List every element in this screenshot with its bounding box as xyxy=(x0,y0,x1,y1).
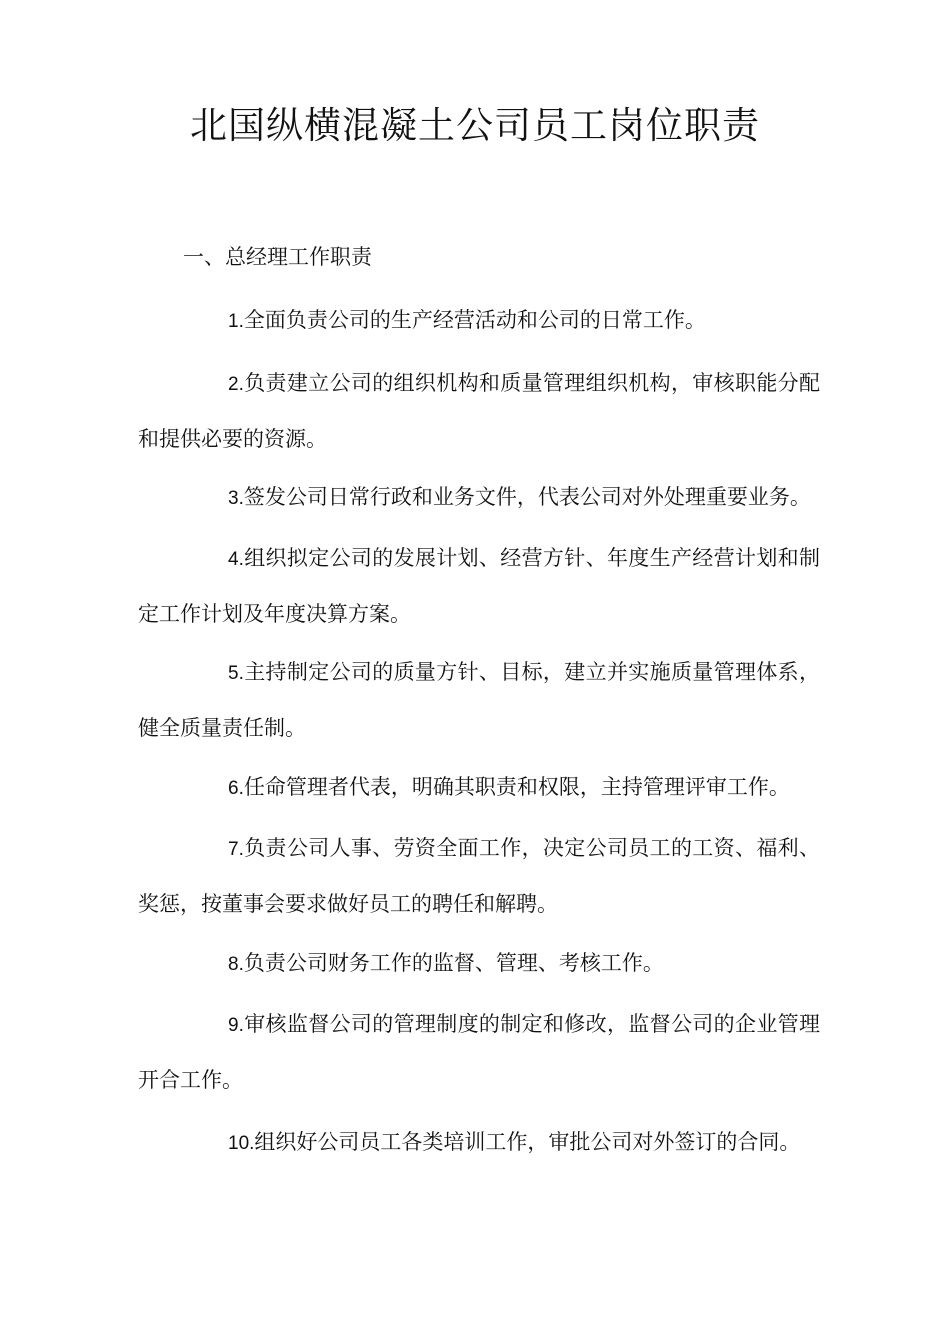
item-text: 主持制定公司的质量方针、目标，建立并实施质量管理体系，健全质量责任制。 xyxy=(138,660,820,740)
list-item xyxy=(138,531,820,641)
document-title: 北国纵横混凝土公司员工岗位职责 xyxy=(190,104,760,147)
item-text: 组织拟定公司的发展计划、经营方针、年度生产经营计划和制定工作计划及年度决算方案。 xyxy=(138,546,820,626)
item-number: 1. xyxy=(228,311,244,332)
item-text: 任命管理者代表，明确其职责和权限，主持管理评审工作。 xyxy=(243,775,790,799)
item-number: 7. xyxy=(228,839,244,860)
list-item xyxy=(138,760,820,816)
item-text: 全面负责公司的生产经营活动和公司的日常工作。 xyxy=(243,308,706,332)
list-item xyxy=(138,936,820,992)
item-number: 9. xyxy=(228,1015,244,1036)
list-item xyxy=(138,470,820,526)
item-number: 3. xyxy=(228,488,244,509)
item-text: 组织好公司员工各类培训工作，审批公司对外签订的合同。 xyxy=(254,1130,801,1154)
item-number: 8. xyxy=(228,954,244,975)
item-number: 4. xyxy=(228,549,244,570)
list-item xyxy=(138,645,820,755)
section-heading: 一、总经理工作职责 xyxy=(183,245,372,269)
item-text: 负责公司财务工作的监督、管理、考核工作。 xyxy=(243,951,664,975)
item-number: 2. xyxy=(228,374,244,395)
list-item xyxy=(138,997,820,1107)
item-text: 负责建立公司的组织机构和质量管理组织机构，审核职能分配和提供必要的资源。 xyxy=(138,371,820,451)
item-number: 10. xyxy=(228,1133,255,1154)
item-number: 6. xyxy=(228,778,244,799)
item-text: 审核监督公司的管理制度的制定和修改，监督公司的企业管理开合工作。 xyxy=(138,1012,820,1092)
list-item xyxy=(138,821,820,931)
item-number: 5. xyxy=(228,663,244,684)
item-text: 负责公司人事、劳资全面工作，决定公司员工的工资、福利、奖惩，按董事会要求做好员工的聘任和解聘。 xyxy=(138,836,820,916)
list-item xyxy=(138,293,820,349)
item-text: 签发公司日常行政和业务文件，代表公司对外处理重要业务。 xyxy=(243,485,811,509)
list-item xyxy=(138,356,820,466)
list-item xyxy=(138,1115,820,1171)
